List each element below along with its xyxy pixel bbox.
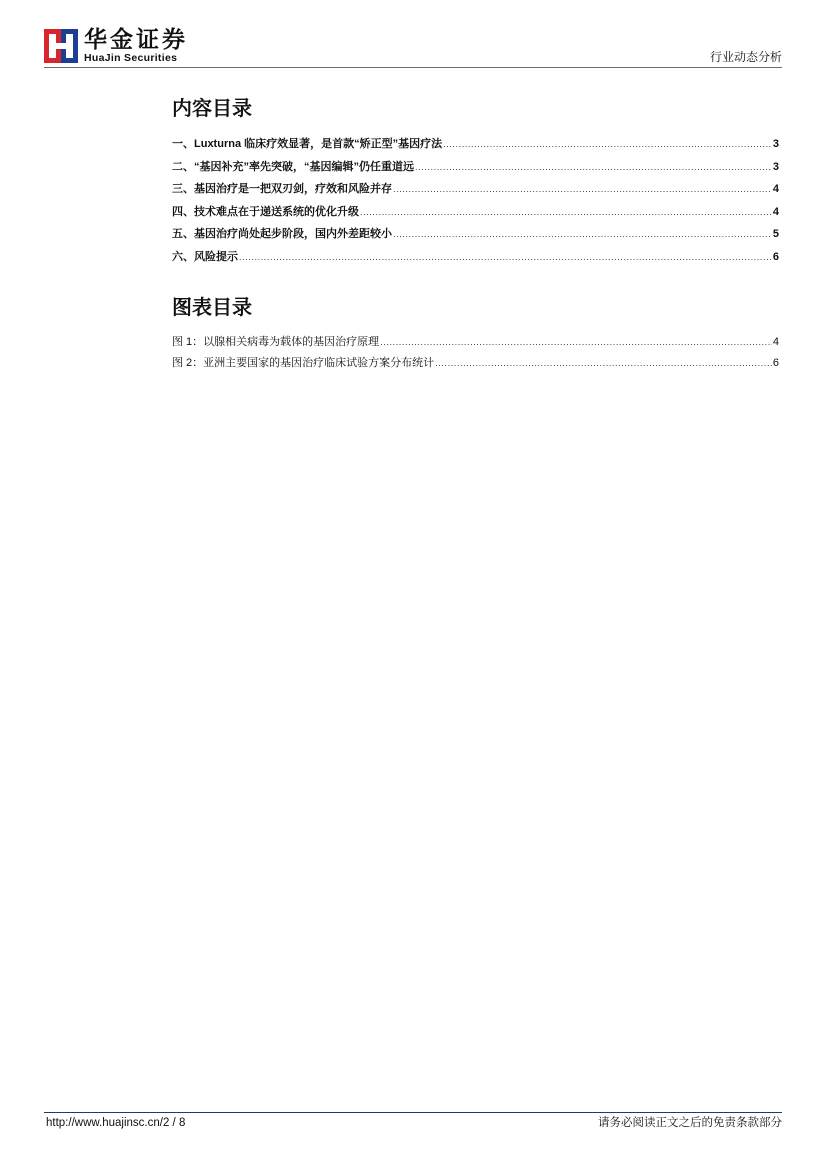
toc-item-text: 四、技术难点在于递送系统的优化升级 bbox=[172, 205, 359, 218]
header-divider bbox=[44, 67, 782, 68]
toc-item-page: 4 bbox=[772, 205, 779, 218]
figure-leader-dots bbox=[435, 353, 772, 374]
figures-list bbox=[172, 332, 779, 374]
huajin-logo-icon bbox=[44, 29, 78, 63]
toc-item[interactable] bbox=[172, 246, 779, 269]
toc-item-page: 5 bbox=[772, 228, 779, 241]
figure-item-page: 6 bbox=[772, 357, 779, 369]
page-header bbox=[44, 22, 782, 68]
toc-leader-dots bbox=[360, 201, 772, 224]
toc-leader-dots bbox=[393, 223, 772, 246]
toc-item-text: 五、基因治疗尚处起步阶段，国内外差距较小 bbox=[172, 228, 392, 241]
toc-item-text: 六、风险提示 bbox=[172, 250, 238, 263]
report-type-label: 行业动态分析 bbox=[709, 50, 782, 64]
toc-item-text: 一、Luxturna 临床疗效显著，是首款“矫正型”基因疗法 bbox=[172, 138, 443, 150]
logo-english-name: HuaJin Securities bbox=[84, 52, 178, 64]
footer-disclaimer: 请务必阅读正文之后的免责条款部分 bbox=[598, 1117, 782, 1129]
toc-item-text: 二、“基因补充”率先突破，“基因编辑”仍任重道远 bbox=[172, 160, 414, 173]
toc-leader-dots bbox=[443, 133, 772, 156]
toc-leader-dots bbox=[415, 156, 772, 179]
figure-leader-dots bbox=[380, 332, 772, 353]
toc-item-text: 三、基因治疗是一把双刃剑，疗效和风险并存 bbox=[172, 183, 392, 196]
figure-item[interactable] bbox=[172, 353, 779, 374]
toc-title: 内容目录 bbox=[172, 98, 252, 120]
figure-item-text: 图 2：亚洲主要国家的基因治疗临床试验方案分布统计 bbox=[172, 357, 435, 369]
toc-item-page: 6 bbox=[772, 250, 779, 263]
toc-item[interactable] bbox=[172, 223, 779, 246]
toc-item-page: 4 bbox=[772, 183, 779, 196]
toc-list bbox=[172, 133, 779, 269]
toc-leader-dots bbox=[239, 246, 772, 269]
toc-item-page: 3 bbox=[772, 138, 779, 150]
toc-item-page: 3 bbox=[772, 160, 779, 173]
figure-item-page: 4 bbox=[772, 336, 779, 348]
toc-item[interactable] bbox=[172, 201, 779, 224]
toc-item[interactable] bbox=[172, 156, 779, 179]
figures-title: 图表目录 bbox=[172, 297, 252, 319]
footer-divider bbox=[44, 1112, 782, 1113]
figure-item-text: 图 1：以腺相关病毒为载体的基因治疗原理 bbox=[172, 336, 380, 348]
footer-url-page[interactable]: http://www.huajinsc.cn/2 / 8 bbox=[46, 1117, 186, 1129]
figure-item[interactable] bbox=[172, 332, 779, 353]
logo-chinese-name: 华金证券 bbox=[84, 26, 188, 52]
toc-item[interactable] bbox=[172, 133, 779, 156]
toc-item[interactable] bbox=[172, 178, 779, 201]
toc-leader-dots bbox=[393, 178, 772, 201]
